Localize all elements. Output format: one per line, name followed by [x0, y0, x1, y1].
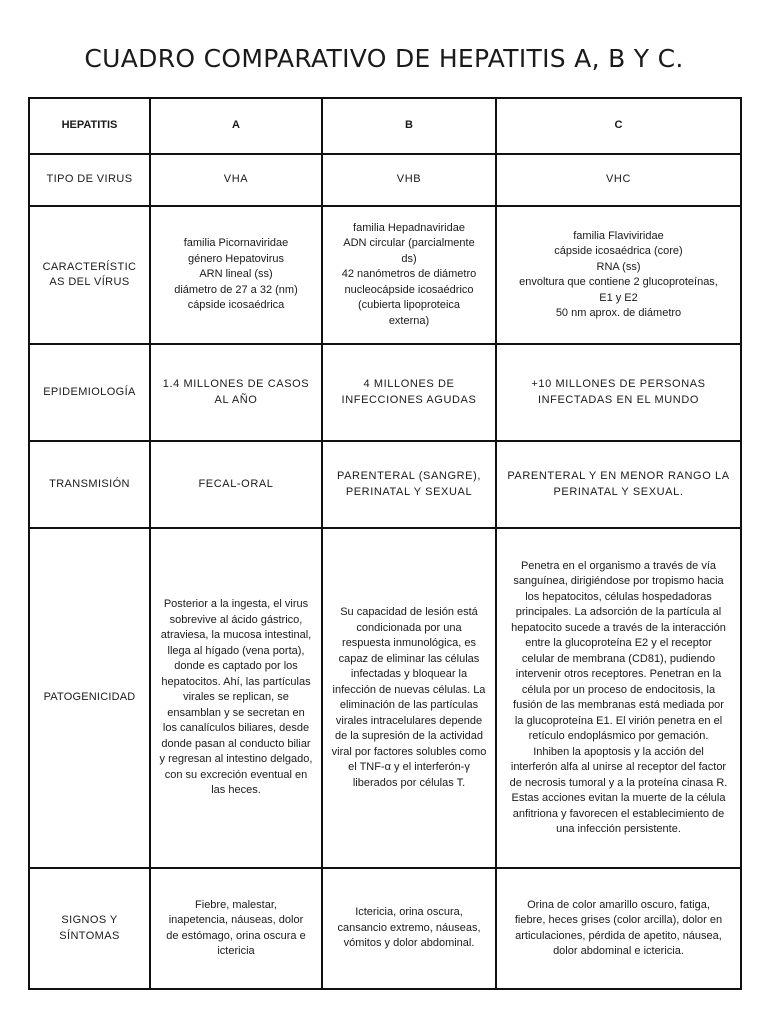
header-hepatitis: HEPATITIS	[29, 98, 150, 154]
cell-line: ADN circular (parcialmente	[343, 237, 475, 250]
cell-patogenicidad-c	[496, 528, 741, 868]
header-col-c: C	[496, 98, 741, 154]
cell-line: dolor abdominal e ictericia.	[553, 945, 684, 957]
cell-line: INFECCIONES AGUDAS	[341, 393, 477, 406]
cell-line: Fiebre, malestar,	[195, 898, 277, 911]
cell-paragraph: Inhiben la apoptosis y la acción del interferón alfa al unirse al receptor del factor de necrosis tumoral y a la proteína cinasa R. Estas acciones evitan la muerte de la célula anfitriona y favorecen el establecimiento de una infección persistente.	[509, 745, 728, 835]
row-label-signos	[29, 868, 150, 989]
cell-epidemio-a	[150, 344, 322, 441]
cell-line: 1.4 MILLONES DE CASOS	[162, 378, 310, 390]
cell-line: Orina de color amarillo oscuro, fatiga,	[527, 898, 710, 911]
row-label-line: CARACTERÍSTIC	[42, 260, 137, 273]
cell-tipo-c: VHC	[496, 154, 741, 206]
row-caracteristicas	[29, 206, 741, 344]
cell-line: cápside icosaédrica	[187, 299, 285, 312]
row-patogenicidad	[29, 528, 741, 868]
cell-line: INFECTADAS EN EL MUNDO	[537, 393, 700, 406]
cell-epidemio-b	[322, 344, 496, 441]
cell-line: género Hepatovirus	[187, 252, 284, 265]
cell-line: AL AÑO	[214, 393, 258, 406]
cell-line: diámetro de 27 a 32 (nm)	[174, 283, 298, 296]
cell-line: externa)	[388, 314, 430, 327]
row-label-line: SÍNTOMAS	[59, 929, 120, 942]
row-signos-sintomas	[29, 868, 741, 989]
cell-signos-b	[322, 868, 496, 989]
cell-line: ictericia	[217, 945, 255, 957]
row-label-line: SIGNOS Y	[61, 914, 118, 926]
cell-line: PERINATAL Y SEXUAL	[345, 485, 473, 498]
comparison-table	[28, 97, 742, 990]
cell-caract-c	[496, 206, 741, 344]
cell-line: PARENTERAL Y EN MENOR RANGO LA	[507, 470, 730, 482]
row-label-transmision: TRANSMISIÓN	[29, 441, 150, 528]
row-label-caracteristicas	[29, 206, 150, 344]
cell-patogenicidad-b: Su capacidad de lesión está condicionada por una respuesta inmunológica, es capaz de eliminar las células infectadas y bloquear la infección de nuevas células. La eliminación de las partículas virales intracelulares depende de la supresión de la actividad viral por factores solubles como el TNF-α y el interferón-γ liberados por células T.	[322, 528, 496, 868]
row-transmision	[29, 441, 741, 528]
cell-line: inapetencia, náuseas, dolor	[168, 914, 304, 926]
header-col-a: A	[150, 98, 322, 154]
row-label-line: AS DEL VÍRUS	[49, 276, 130, 288]
cell-line: 42 nanómetros de diámetro	[341, 268, 477, 281]
cell-line: ARN lineal (ss)	[199, 268, 273, 281]
cell-line: E1 y E2	[599, 291, 638, 304]
cell-line: cansancio extremo, náuseas,	[337, 921, 481, 934]
cell-line: Ictericia, orina oscura,	[355, 906, 463, 919]
header-col-b: B	[322, 98, 496, 154]
cell-line: 50 nm aprox. de diámetro	[555, 307, 682, 319]
cell-signos-c	[496, 868, 741, 989]
cell-transmision-c	[496, 441, 741, 528]
cell-line: de estómago, orina oscura e	[166, 929, 306, 942]
cell-line: envoltura que contiene 2 glucoproteínas,	[519, 276, 718, 288]
cell-signos-a	[150, 868, 322, 989]
cell-transmision-b	[322, 441, 496, 528]
cell-line: familia Flaviviridae	[573, 229, 664, 242]
cell-line: +10 MILLONES DE PERSONAS	[531, 378, 706, 390]
cell-line: 4 MILLONES DE	[363, 378, 455, 390]
cell-line: articulaciones, pérdida de apetito, náusea,	[515, 929, 722, 942]
table-header-row	[29, 98, 741, 154]
cell-caract-a	[150, 206, 322, 344]
document-title: CUADRO COMPARATIVO DE HEPATITIS A, B Y C.	[84, 44, 684, 73]
cell-line: familia Hepadnaviridae	[353, 221, 465, 234]
cell-line: PERINATAL Y SEXUAL.	[553, 485, 684, 498]
cell-transmision-a: FECAL-ORAL	[150, 441, 322, 528]
cell-line: cápside icosaédrica (core)	[554, 245, 683, 257]
cell-caract-b	[322, 206, 496, 344]
cell-line: ds)	[401, 252, 417, 265]
row-label-patogenicidad: PATOGENICIDAD	[29, 528, 150, 868]
cell-line: vómitos y dolor abdominal.	[343, 937, 475, 950]
row-tipo-de-virus	[29, 154, 741, 206]
row-label-tipo: TIPO DE VIRUS	[29, 154, 150, 206]
cell-line: RNA (ss)	[596, 260, 641, 273]
cell-patogenicidad-a: Posterior a la ingesta, el virus sobrevive al ácido gástrico, atraviesa, la mucosa intestinal, llega al hígado (vena porta), donde es captado por los hepatocitos. Ahí, las partículas virales se replican, se ensamblan y se secretan en los canalículos biliares, desde donde pasan al conducto biliar y regresan al intestino delgado, con su excreción eventual en las heces.	[150, 528, 322, 868]
cell-epidemio-c	[496, 344, 741, 441]
cell-line: PARENTERAL (SANGRE),	[336, 470, 482, 482]
cell-tipo-b: VHB	[322, 154, 496, 206]
row-label-epidemiologia: EPIDEMIOLOGÍA	[29, 344, 150, 441]
cell-line: (cubierta lipoproteica	[357, 299, 461, 312]
row-epidemiologia	[29, 344, 741, 441]
cell-tipo-a: VHA	[150, 154, 322, 206]
cell-line: nucleocápside icosaédrico	[344, 283, 474, 296]
cell-paragraph: Penetra en el organismo a través de vía sanguínea, dirigiéndose por tropismo hacia los hepatocitos, células hospedadoras principales. La adsorción de la partícula al hepatocito sucede a través de la interacción entre la glucoproteína E2 y el receptor celular de membrana (CD81), pudiendo intervenir otros receptores. Penetran en la célula por un proceso de endocitosis, la fusión de las membranas está mediada por la glucoproteína E1. El virión penetra en el retículo endoplásmico por gemación.	[511, 559, 726, 742]
cell-line: familia Picornaviridae	[183, 237, 289, 250]
cell-line: fiebre, heces grises (color arcilla), dolor en	[514, 914, 723, 926]
